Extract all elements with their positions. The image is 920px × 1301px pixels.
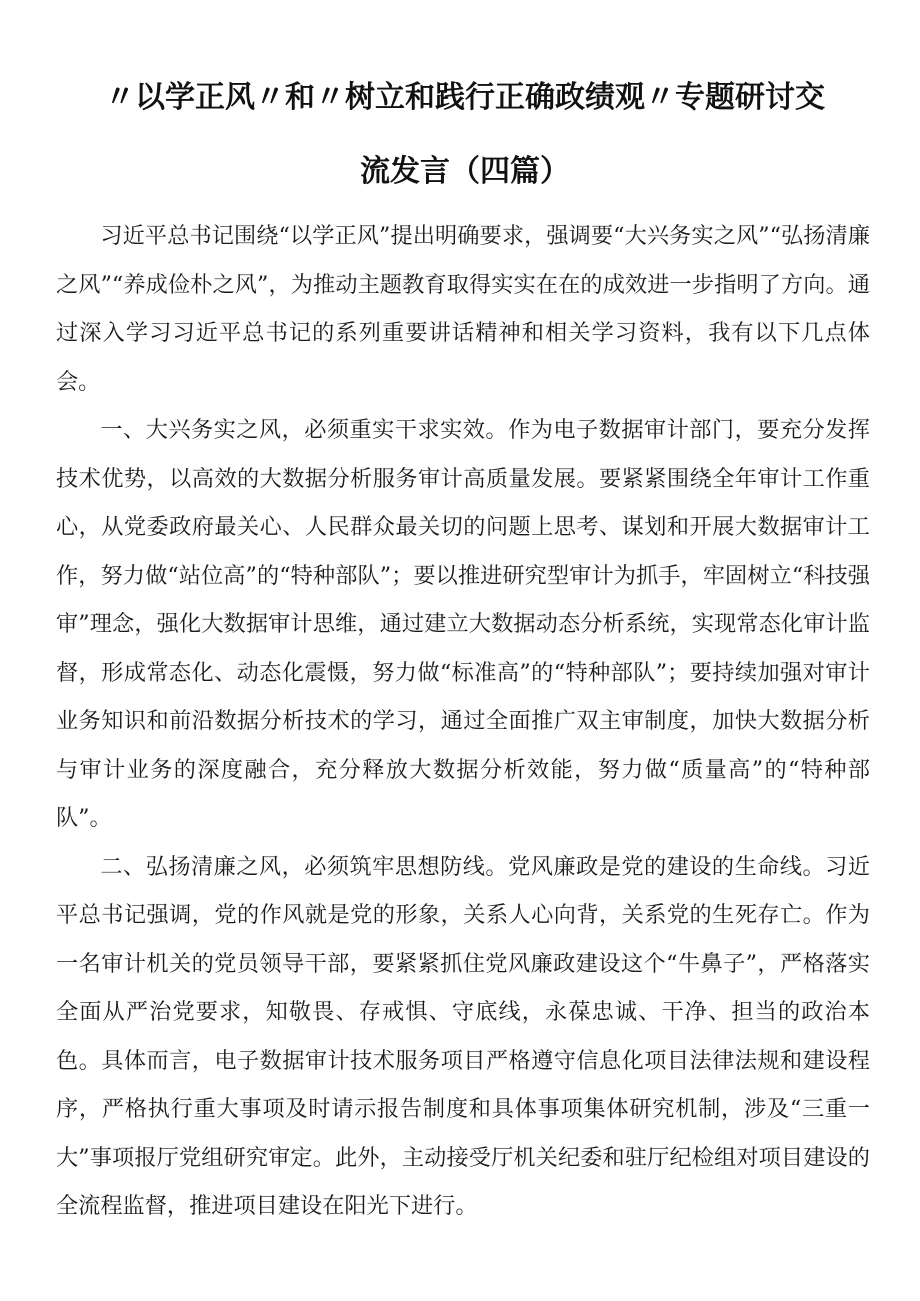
document-title-line-1: 〃以学正风〃和〃树立和践行正确政绩观〃专题研讨交	[105, 80, 825, 115]
document-title-line-2: 流发言（四篇）	[360, 154, 570, 189]
document-body	[56, 212, 870, 1231]
section-one-paragraph: 一、大兴务实之风，必须重实干求实效。作为电子数据审计部门，要充分发挥技术优势，以高效的大数据分析服务审计高质量发展。要紧紧围绕全年审计工作重心，从党委政府最关心、人民群众最关切的问题上思考、谋划和开展大数据审计工作，努力做“站位高”的“特种部队”；要以推进研究型审计为抓手，牢固树立“科技强审”理念，强化大数据审计思维，通过建立大数据动态分析系统，实现常态化审计监督，形成常态化、动态化震慑，努力做“标准高”的“特种部队”；要持续加强对审计业务知识和前沿数据分析技术的学习，通过全面推广双主审制度，加快大数据分析与审计业务的深度融合，充分释放大数据分析效能，努力做“质量高”的“特种部队”。	[56, 417, 870, 831]
intro-paragraph: 习近平总书记围绕“以学正风”提出明确要求，强调要“大兴务实之风”“弘扬清廉之风”“养成俭朴之风”，为推动主题教育取得实实在在的成效进一步指明了方向。通过深入学习习近平总书记的系列重要讲话精神和相关学习资料，我有以下几点体会。	[56, 223, 870, 395]
section-two-paragraph: 二、弘扬清廉之风，必须筑牢思想防线。党风廉政是党的建设的生命线。习近平总书记强调，党的作风就是党的形象，关系人心向背，关系党的生死存亡。作为一名审计机关的党员领导干部，要紧紧抓住党风廉政建设这个“牛鼻子”，严格落实全面从严治党要求，知敬畏、存戒惧、守底线，永葆忠诚、干净、担当的政治本色。具体而言，电子数据审计技术服务项目严格遵守信息化项目法律法规和建设程序，严格执行重大事项及时请示报告制度和具体事项集体研究机制，涉及“三重一大”事项报厅党组研究审定。此外，主动接受厅机关纪委和驻厅纪检组对项目建设的全流程监督，推进项目建设在阳光下进行。	[56, 853, 870, 1219]
